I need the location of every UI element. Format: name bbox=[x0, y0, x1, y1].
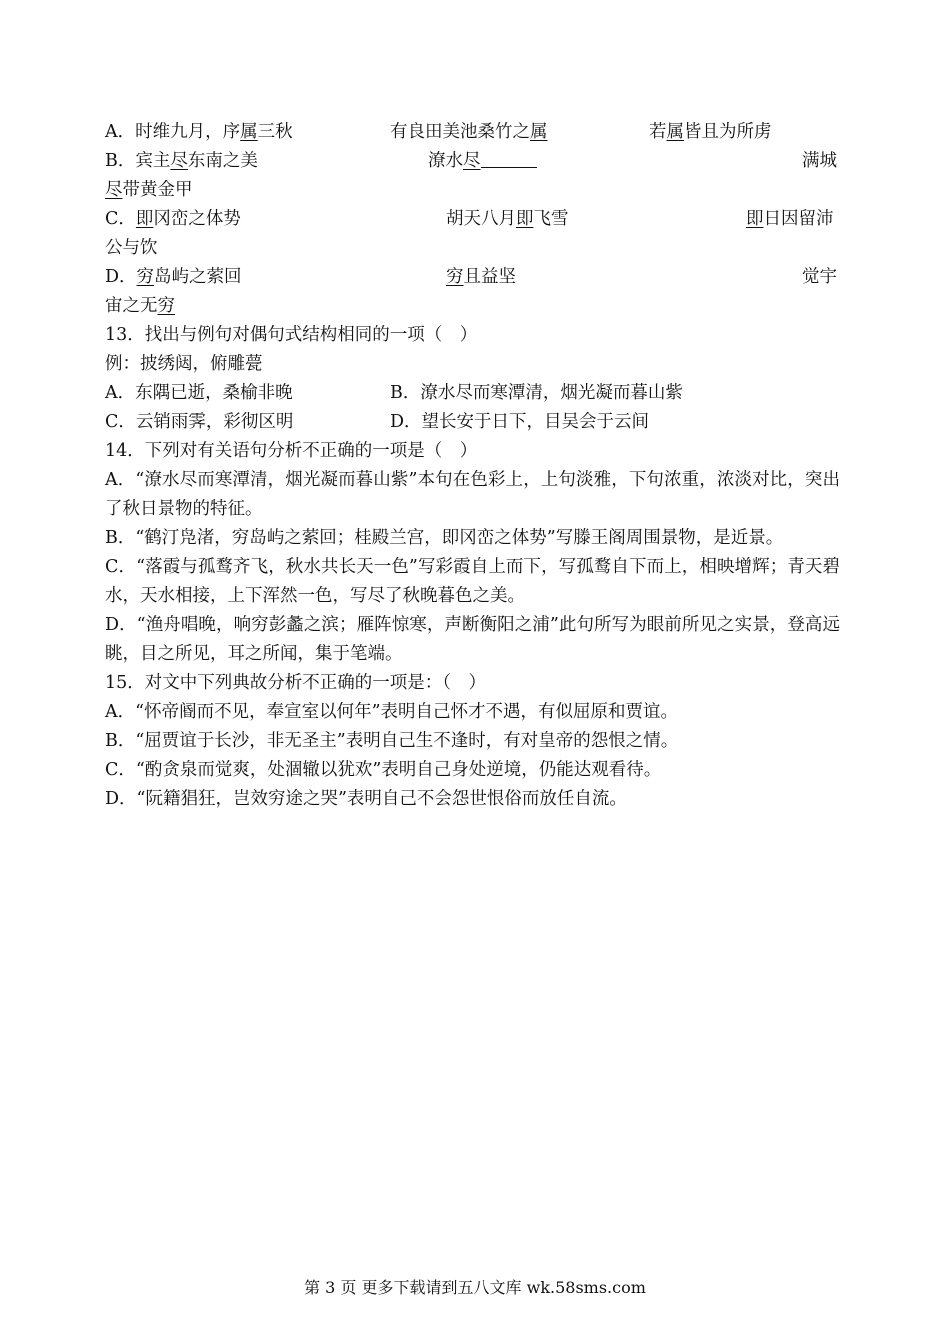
q12-option-a bbox=[105, 118, 840, 147]
q12-b-col2: 潦水尽 bbox=[428, 147, 537, 176]
q14-option-c: C．“落霞与孤鹜齐飞，秋水共长天一色”写彩霞自上而下，写孤鹜自下而上，相映增辉；青天碧水，天水相接，上下浑然一色，写尽了秋晚暮色之美。 bbox=[105, 557, 840, 606]
q12-a-col1: A．时维九月，序属三秋 bbox=[105, 122, 293, 142]
q12-a-col2: 有良田美池桑竹之属 bbox=[390, 122, 548, 142]
q12-option-c-wrap: 公与饮 bbox=[105, 238, 158, 258]
q13-example: 例：披绣闼，俯雕甍 bbox=[105, 354, 263, 374]
q12-c-col3: 即日因留沛 bbox=[746, 209, 834, 229]
footer-text: 第 3 页 更多下载请到五八文库 wk.58sms.com bbox=[304, 1278, 646, 1297]
q15-option-a: A．“怀帝阍而不见，奉宣室以何年”表明自己怀才不遇，有似屈原和贾谊。 bbox=[105, 702, 679, 722]
q12-c-col1: C．即冈峦之体势 bbox=[105, 209, 241, 229]
q15-option-d: D．“阮籍猖狂，岂效穷途之哭”表明自己不会怨世恨俗而放任自流。 bbox=[105, 789, 627, 809]
q15-stem: 15．对文中下列典故分析不正确的一项是：（ ） bbox=[105, 673, 487, 693]
q13-options-ab bbox=[105, 379, 840, 408]
q12-option-d bbox=[105, 263, 840, 292]
q12-d-col1: D．穷岛屿之萦回 bbox=[105, 267, 242, 287]
q14-option-d: D．“渔舟唱晚，响穷彭蠡之滨；雁阵惊寒，声断衡阳之浦”此句所写为眼前所见之实景，登高远眺，目之所见，耳之所闻，集于笔端。 bbox=[105, 615, 840, 664]
q13-stem: 13．找出与例句对偶句式结构相同的一项（ ） bbox=[105, 325, 478, 345]
q15-option-c: C．“酌贪泉而觉爽，处涸辙以犹欢”表明自己身处逆境，仍能达观看待。 bbox=[105, 760, 662, 780]
q14-option-b: B．“鹤汀凫渚，穷岛屿之萦回；桂殿兰宫，即冈峦之体势”写滕王阁周围景物，是近景。 bbox=[105, 528, 784, 548]
q12-c-col2: 胡天八月即飞雪 bbox=[446, 209, 569, 229]
q13-option-a: A．东隅已逝，桑榆非晚 bbox=[105, 383, 293, 403]
q13-option-c: C．云销雨霁，彩彻区明 bbox=[105, 412, 294, 432]
q15-option-b: B．“屈贾谊于长沙，非无圣主”表明自己生不逢时，有对皇帝的怨恨之情。 bbox=[105, 731, 679, 751]
q14-option-a: A．“潦水尽而寒潭清，烟光凝而暮山紫”本句在色彩上，上句淡雅，下句浓重，浓淡对比，突出了秋日景物的特征。 bbox=[105, 470, 840, 519]
q12-a-col3: 若属皆且为所虏 bbox=[649, 122, 772, 142]
q12-option-b-wrap: 尽带黄金甲 bbox=[105, 180, 193, 200]
q12-d-col3: 觉宇 bbox=[802, 267, 837, 287]
q12-option-c bbox=[105, 205, 840, 234]
q12-d-col2: 穷且益坚 bbox=[446, 267, 516, 287]
exam-page-content bbox=[105, 118, 840, 814]
q12-b-col1: B．宾主尽东南之美 bbox=[105, 151, 258, 171]
q12-option-b bbox=[105, 147, 840, 176]
q12-b-col3: 满城 bbox=[802, 151, 837, 171]
q13-option-b: B．潦水尽而寒潭清，烟光凝而暮山紫 bbox=[390, 383, 683, 403]
q13-options-cd bbox=[105, 408, 840, 437]
answer-blank bbox=[481, 149, 537, 168]
q14-stem: 14．下列对有关语句分析不正确的一项是（ ） bbox=[105, 441, 478, 461]
q12-option-d-wrap: 宙之无穷 bbox=[105, 296, 175, 316]
q13-option-d: D．望长安于日下，目吴会于云间 bbox=[390, 412, 650, 432]
page-footer bbox=[0, 1276, 950, 1300]
